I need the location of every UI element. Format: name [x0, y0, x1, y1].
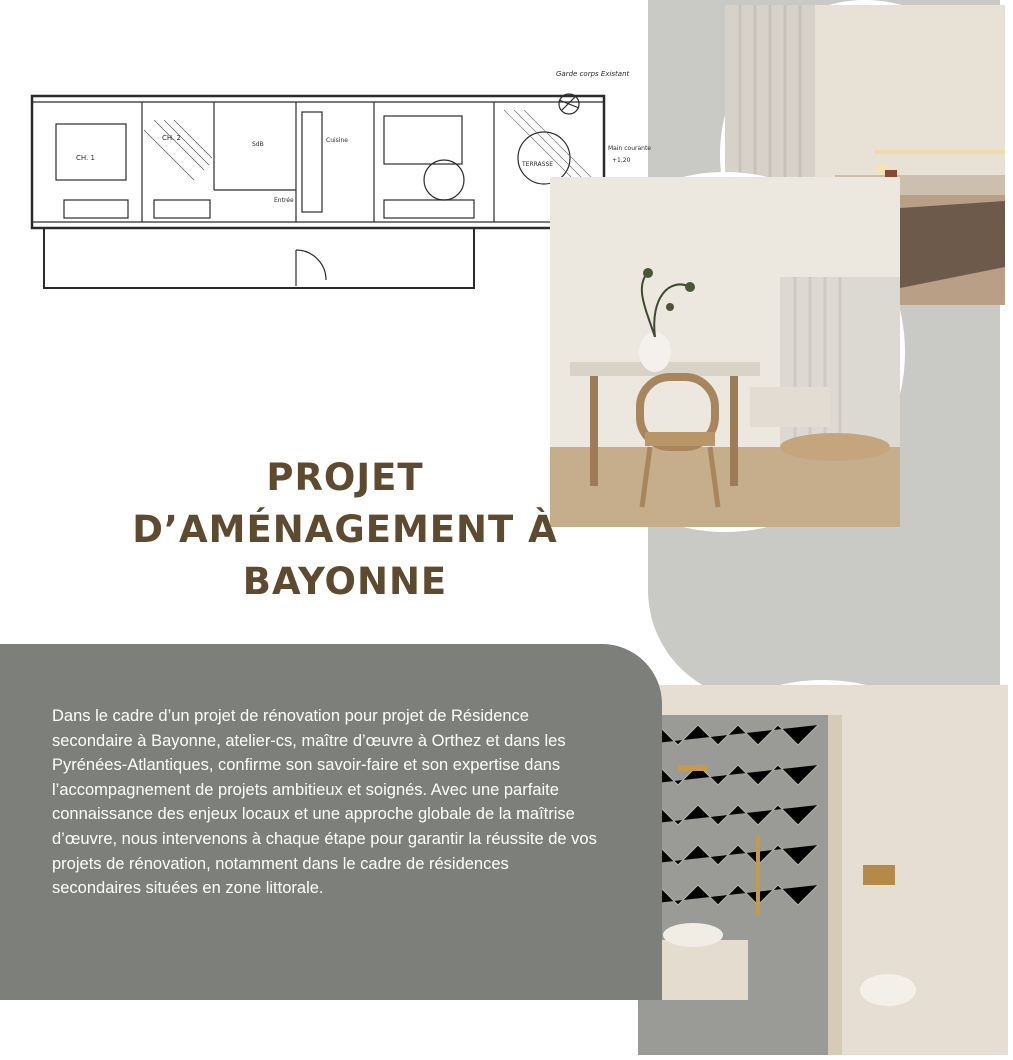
bathroom-photo [633, 680, 1013, 1060]
label-terrasse: TERRASSE [522, 161, 554, 168]
label-garde-corps: Garde corps Existant [556, 70, 630, 78]
label-level: +1,20 [612, 157, 631, 164]
description-text: Dans le cadre d’un projet de rénovation pour projet de Résidence secondaire à Bayonne, atelier-cs, maître d’œuvre à Orthez et dans les Pyrénées-Atlantiques, confirme son savoir-faire et son expertise dans l’accompagnement de projets ambitieux et soignés. Avec une parfaite connaissance des enjeux locaux et une approche globale de la maîtrise d’œuvre, nous intervenons à chaque étape pour garantir la réussite de vos projets de rénovation, notamment dans le cadre de résidences secondaires situées en zone littorale. [52, 707, 597, 898]
label-sdb: SdB [252, 141, 264, 148]
label-ch2: CH. 2 [162, 134, 181, 142]
label-entree: Entrée [274, 197, 294, 204]
title-line-3: BAYONNE [242, 560, 448, 603]
floor-plan-sketch [24, 60, 651, 300]
title-line-1: PROJET [266, 456, 424, 499]
page-title [40, 452, 650, 608]
label-main-courante: Main courante [608, 145, 651, 152]
title-line-2: D’AMÉNAGEMENT À [132, 508, 558, 551]
label-ch1: CH. 1 [76, 154, 95, 162]
label-cuisine: Cuisine [326, 137, 348, 144]
